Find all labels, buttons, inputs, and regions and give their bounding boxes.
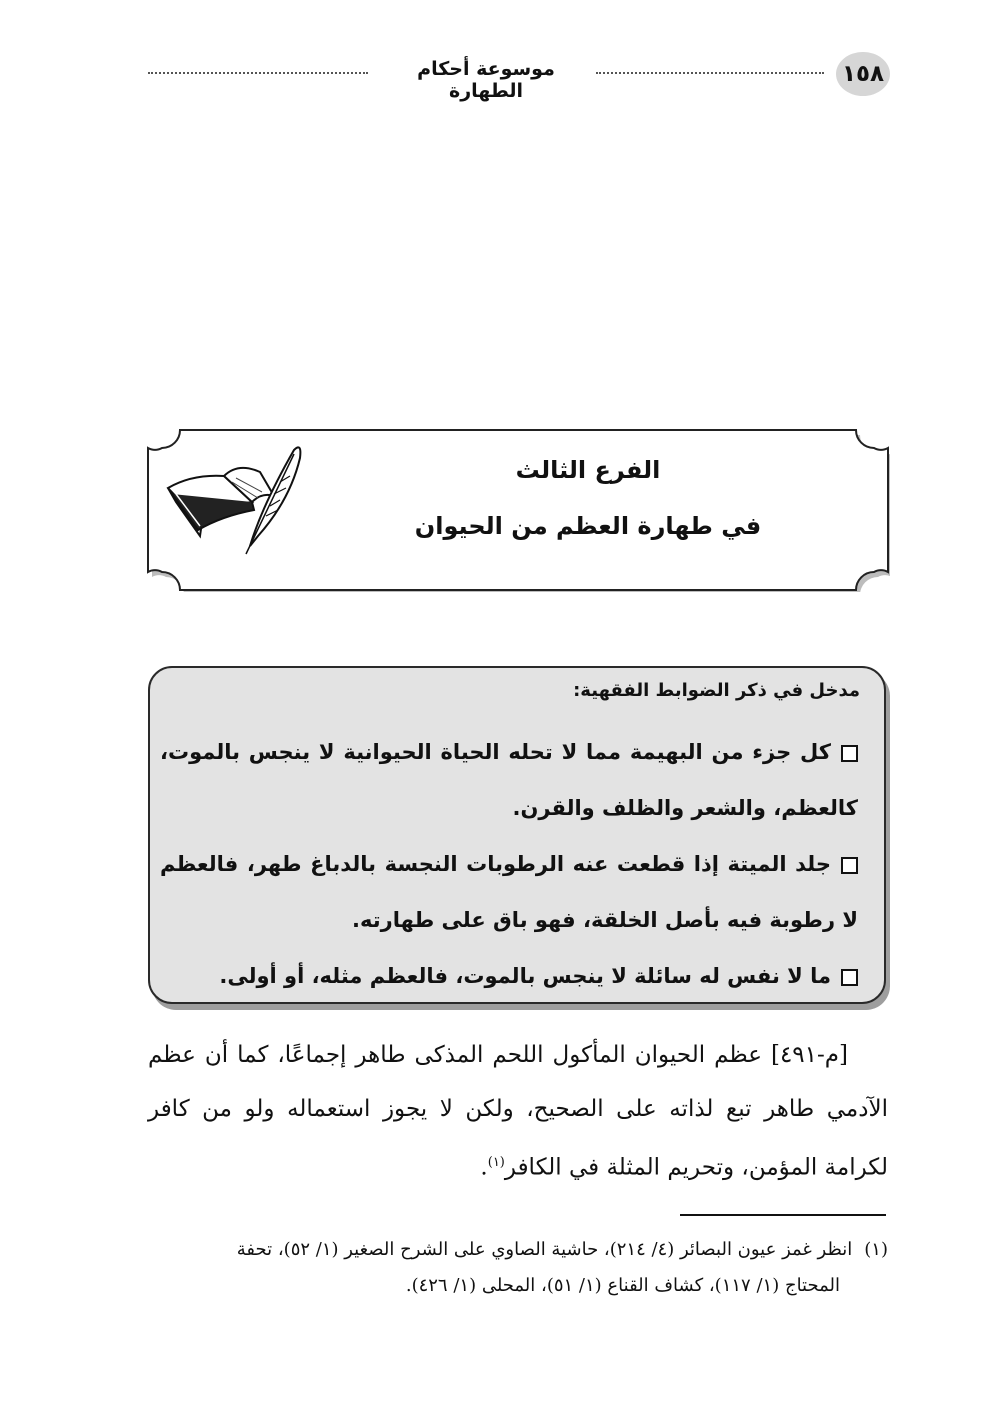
footnote bbox=[148, 1232, 888, 1304]
rules-heading: مدخل في ذكر الضوابط الفقهية: bbox=[573, 680, 860, 701]
chapter-banner bbox=[146, 428, 890, 592]
chapter-title: الفرع الثالث bbox=[515, 456, 661, 484]
footnote-separator bbox=[680, 1214, 886, 1216]
footnote-number: (١) bbox=[864, 1239, 888, 1260]
body-paragraph bbox=[148, 1028, 888, 1195]
fiqh-rules-box bbox=[148, 666, 886, 1004]
page-number: ١٥٨ bbox=[836, 52, 890, 96]
rule-item bbox=[160, 724, 858, 836]
header-dotted-leader-left bbox=[148, 72, 368, 74]
footnote-line-1: انظر غمز عيون البصائر (٤/ ٢١٤)، حاشية الصاوي على الشرح الصغير (١/ ٥٢)، تحفة bbox=[236, 1239, 853, 1260]
rule-item bbox=[160, 948, 858, 1004]
running-title: موسوعة أحكام الطهارة bbox=[417, 58, 555, 102]
rule-text: ما لا نفس له سائلة لا ينجس بالموت، فالعظم مثله، أو أولى. bbox=[219, 964, 831, 988]
checkbox-bullet-icon bbox=[841, 745, 858, 762]
footnote-reference[interactable]: (١) bbox=[487, 1155, 505, 1170]
paragraph-text: [م-٤٩١] عظم الحيوان المأكول اللحم المذكى طاهر إجماعًا، كما أن عظم الآدمي طاهر تبع لذاته على الصحيح، ولكن لا يجوز استعماله ولو من كافر لكرامة المؤمن، وتحريم المثلة في الكافر bbox=[148, 1042, 888, 1181]
checkbox-bullet-icon bbox=[841, 857, 858, 874]
paragraph-end: . bbox=[480, 1154, 488, 1181]
chapter-subtitle: في طهارة العظم من الحيوان bbox=[414, 512, 762, 540]
header-dotted-leader-right bbox=[596, 72, 824, 74]
rule-text: كل جزء من البهيمة مما لا تحله الحياة الحيوانية لا ينجس بالموت، كالعظم، والشعر والظلف والقرن. bbox=[160, 740, 858, 820]
running-header bbox=[148, 52, 890, 102]
footnote-line-2: المحتاج (١/ ١١٧)، كشاف القناع (١/ ٥١)، المحلى (١/ ٤٢٦). bbox=[405, 1275, 840, 1296]
checkbox-bullet-icon bbox=[841, 969, 858, 986]
rule-text: جلد الميتة إذا قطعت عنه الرطوبات النجسة بالدباغ طهر، فالعظم لا رطوبة فيه بأصل الخلقة، فهو باق على طهارته. bbox=[160, 852, 858, 932]
rule-item bbox=[160, 836, 858, 948]
